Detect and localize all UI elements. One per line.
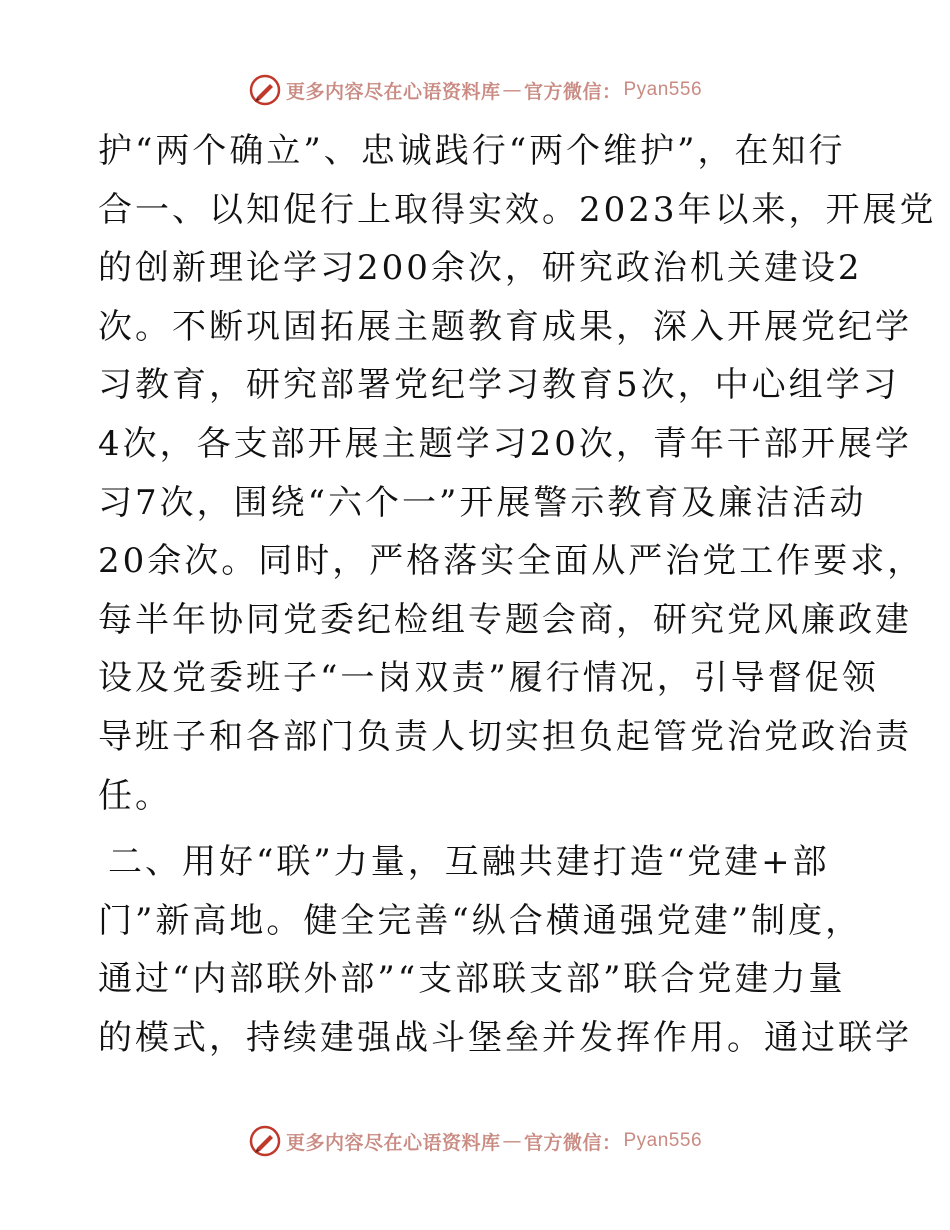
text-line: 20余次。同时，严格落实全面从严治党工作要求， (98, 541, 925, 582)
watermark-main-text: 更多内容尽在心语资料库 (285, 80, 501, 103)
paragraph-1 (98, 122, 937, 825)
paragraph-2 (98, 833, 912, 1067)
watermark-wechat-id: Pyan556 (623, 1130, 703, 1151)
text-line: 设及党委班子“一岗双责”履行情况，引导督促领 (98, 658, 879, 699)
watermark-dash: — (502, 1130, 522, 1152)
text-line: 护“两个确立”、忠诚践行“两个维护”，在知行 (98, 131, 846, 171)
text-line: 每半年协同党委纪检组专题会商，研究党风廉政建 (98, 599, 912, 640)
text-line: 的创新理论学习200余次，研究政治机关建设2 (98, 248, 863, 289)
document-body (98, 122, 937, 1068)
footer-watermark (0, 1121, 950, 1161)
text-line: 次。不断巩固拓展主题教育成果，深入开展党纪学 (98, 306, 912, 347)
text-line: 任。 (98, 775, 172, 816)
text-line: 习教育，研究部署党纪学习教育5次，中心组学习 (98, 365, 900, 406)
pen-logo-icon (248, 1124, 282, 1158)
watermark-wechat-id: Pyan556 (623, 79, 703, 100)
text-line: 通过“内部联外部”“支部联支部”联合党建力量 (98, 959, 846, 1000)
text-line: 合一、以知促行上取得实效。2023年以来，开展党 (98, 189, 937, 230)
watermark-main-text: 更多内容尽在心语资料库 (285, 1131, 501, 1154)
text-line: 4次，各支部开展主题学习20次，青年干部开展学 (98, 423, 912, 464)
watermark-dash: — (502, 79, 522, 101)
header-watermark (0, 70, 950, 110)
text-line: 的模式，持续建强战斗堡垒并发挥作用。通过联学 (98, 1017, 912, 1058)
section-heading-line: 二、用好“联”力量，互融共建打造“党建+部 (108, 842, 830, 883)
watermark-sub-text: 官方微信： (523, 80, 622, 103)
text-line: 导班子和各部门负责人切实担负起管党治党政治责 (98, 716, 912, 757)
text-line: 习7次，围绕“六个一”开展警示教育及廉洁活动 (98, 482, 867, 523)
pen-logo-icon (248, 73, 282, 107)
watermark-sub-text: 官方微信： (523, 1131, 622, 1154)
text-line: 门”新高地。健全完善“纵合横通强党建”制度， (98, 900, 863, 941)
